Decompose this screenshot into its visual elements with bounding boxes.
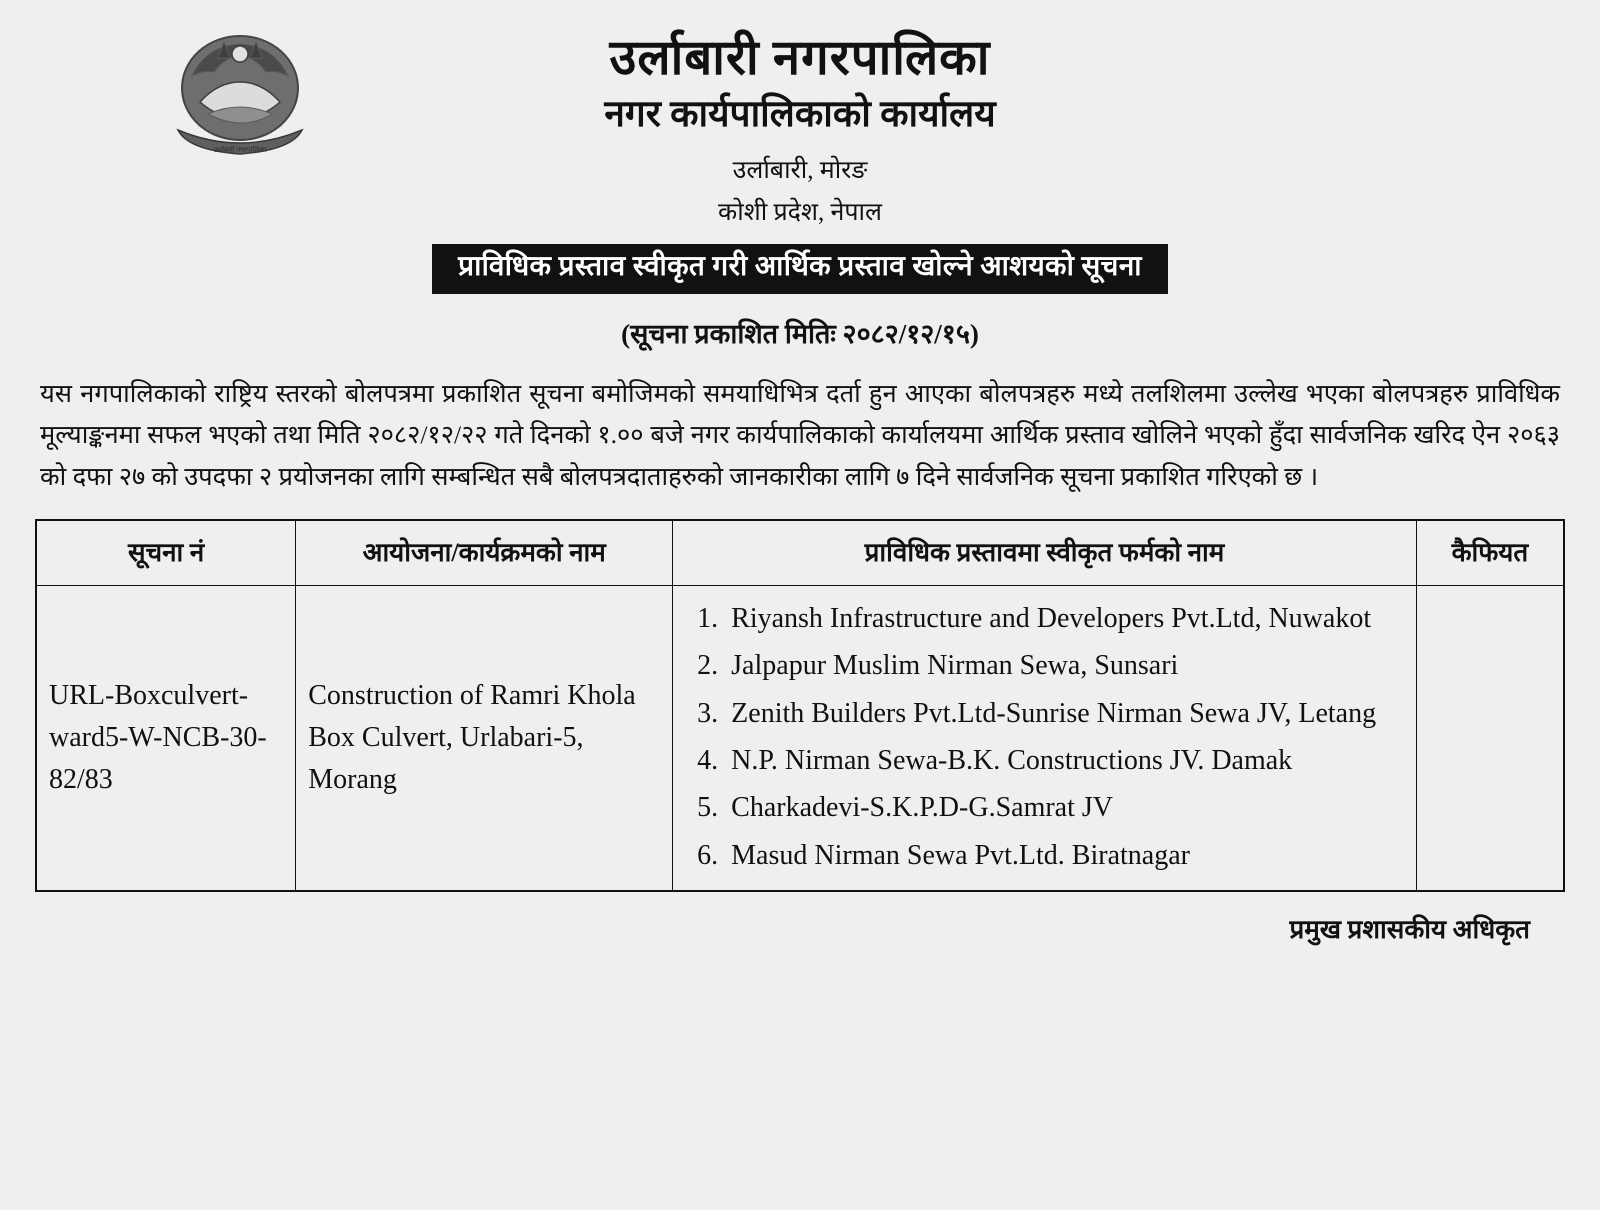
firms-list (685, 596, 1404, 878)
header-notice-no: सूचना नं (36, 520, 296, 586)
cell-remarks (1416, 586, 1564, 892)
notice-banner: प्राविधिक प्रस्ताव स्वीकृत गरी आर्थिक प्रस्ताव खोल्ने आशयको सूचना (432, 244, 1168, 294)
municipality-emblem-icon (170, 18, 310, 168)
notice-banner-wrapper (30, 244, 1570, 294)
list-item: 3. Zenith Builders Pvt.Ltd-Sunrise Nirman Sewa JV, Letang (725, 691, 1404, 736)
list-item: 5. Charkadevi-S.K.P.D-G.Samrat JV (725, 785, 1404, 830)
cell-notice-no: URL-Boxculvert-ward5-W-NCB-30-82/83 (36, 586, 296, 892)
header-remarks: कैफियत (1416, 520, 1564, 586)
organization-location: उर्लाबारी, मोरङ (732, 157, 868, 185)
cell-project-name: Construction of Ramri Khola Box Culvert, Urlabari-5, Morang (296, 586, 673, 892)
cell-approved-firms (673, 586, 1417, 892)
table-header-row (36, 520, 1564, 586)
header-project-name: आयोजना/कार्यक्रमको नाम (296, 520, 673, 586)
header-approved-firms: प्राविधिक प्रस्तावमा स्वीकृत फर्मको नाम (673, 520, 1417, 586)
list-item: 2. Jalpapur Muslim Nirman Sewa, Sunsari (725, 643, 1404, 688)
svg-text:उर्लाबारी नगरपालिका: उर्लाबारी नगरपालिका (213, 146, 267, 154)
publish-date: (सूचना प्रकाशित मितिः २०८२/१२/१५) (621, 319, 979, 350)
organization-title: उर्लाबारी नगरपालिका (609, 30, 991, 85)
list-item: 4. N.P. Nirman Sewa-B.K. Constructions JV. Damak (725, 738, 1404, 783)
notice-table (35, 519, 1565, 892)
list-item: 1. Riyansh Infrastructure and Developers Pvt.Ltd, Nuwakot (725, 596, 1404, 641)
table-row (36, 586, 1564, 892)
signatory-title: प्रमुख प्रशासकीय अधिकृत (1289, 915, 1530, 945)
organization-office: नगर कार्यपालिकाको कार्यालय (604, 94, 996, 136)
organization-province: कोशी प्रदेश, नेपाल (718, 199, 882, 227)
notice-paragraph: यस नगपालिकाको राष्ट्रिय स्तरको बोलपत्रमा प्रकाशित सूचना बमोजिमको समयाधिभित्र दर्ता हुन आएका बोलपत्रहरु मध्ये तलशिलमा उल्लेख भएका बोलपत्रहरु प्राविधिक मूल्याङ्कनमा सफल भएको तथा मिति २०८२/१२/२२ गते दिनको १.०० बजे नगर कार्यपालिकाको कार्यालयमा आर्थिक प्रस्ताव खोलिने भएको हुँदा सार्वजनिक खरिद ऐन २०६३ को दफा २७ को उपदफा २ प्रयोजनका लागि सम्बन्धित सबै बोलपत्रदाताहरुको जानकारीका लागि ७ दिने सार्वजनिक सूचना प्रकाशित गरिएको छ । (40, 379, 1560, 491)
list-item: 6. Masud Nirman Sewa Pvt.Ltd. Biratnagar (725, 833, 1404, 878)
document-header (30, 10, 1570, 351)
